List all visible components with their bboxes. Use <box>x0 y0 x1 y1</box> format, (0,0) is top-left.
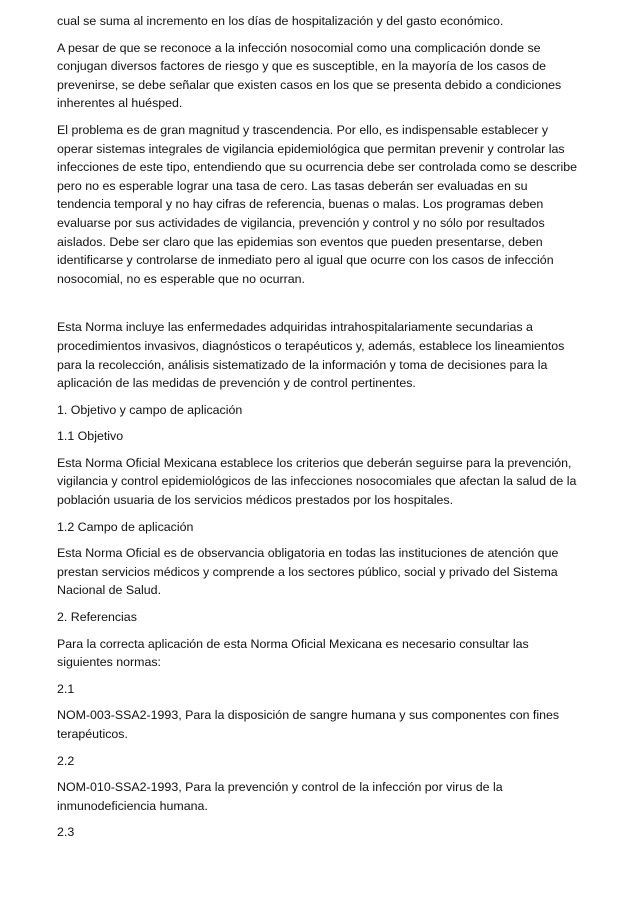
reference-number-2-1: 2.1 <box>57 681 75 696</box>
paragraph-intro-cost: cual se suma al incremento en los días de hospitalización y del gasto económico. <box>57 14 504 28</box>
reference-number-2-3: 2.3 <box>57 825 75 840</box>
reference-nom-003: NOM-003-SSA2-1993, Para la disposición de sangre humana y sus componentes con fines terapéuticos. <box>57 708 560 741</box>
reference-number-2-2: 2.2 <box>57 753 75 768</box>
paragraph-objective: Esta Norma Oficial Mexicana establece los criterios que deberán seguirse para la prevención, vigilancia y control epidemiológicos de las infecciones nosocomiales que afectan la salud de la población usuaria de los servicios médicos prestados por los hospitales. <box>57 455 577 508</box>
paragraph-references-intro: Para la correcta aplicación de esta Norma Oficial Mexicana es necesario consultar las siguientes normas: <box>57 636 529 670</box>
reference-nom-010: NOM-010-SSA2-1993, Para la prevención y control de la infección por virus de la inmunodeficiencia humana. <box>57 780 503 813</box>
document-page <box>57 12 579 850</box>
section-heading-objective: 1.1 Objetivo <box>57 429 124 444</box>
section-heading-objective-scope: 1. Objetivo y campo de aplicación <box>57 402 243 417</box>
paragraph-application-field: Esta Norma Oficial es de observancia obligatoria en todas las instituciones de atención que prestan servicios médicos y comprende a los sectores público, social y privado del Sistema Nacional de Salud. <box>57 546 559 598</box>
section-heading-application-field: 1.2 Campo de aplicación <box>57 519 194 534</box>
paragraph-norm-scope: Esta Norma incluye las enfermedades adquiridas intrahospitalariamente secundarias a procedimientos invasivos, diagnósticos o terapéuticos y, además, establece los lineamientos para la recolección, análisis sistematizado de la información y toma de decisiones para la aplicación de las medidas de prevención y de control pertinentes. <box>57 320 565 391</box>
paragraph-risk-factors: A pesar de que se reconoce a la infección nosocomial como una complicación donde se conjugan diversos factores de riesgo y que es susceptible, en la mayoría de los casos de prevenirse, se debe señalar que existen casos en los que se presenta debido a condiciones inherentes al huésped. <box>57 40 562 111</box>
paragraph-problem-magnitude: El problema es de gran magnitud y trascendencia. Por ello, es indispensable establecer y operar sistemas integrales de vigilancia epidemiológica que permitan prevenir y controlar las infecciones de este tipo, entendiendo que su ocurrencia debe ser controlada como se describe pero no es esperable lograr una tasa de cero. Las tasas deberán ser evaluadas en su tendencia temporal y no hay cifras de referencia, buenas o malas. Los programas deben evaluarse por sus actividades de vigilancia, prevención y control y no sólo por resultados aislados. Debe ser claro que las epidemias son eventos que pueden presentarse, deben identificarse y controlarse de inmediato pero al igual que ocurre con los casos de infección nosocomial, no es esperable que no ocurran. <box>57 122 578 286</box>
section-heading-references: 2. Referencias <box>57 610 137 625</box>
